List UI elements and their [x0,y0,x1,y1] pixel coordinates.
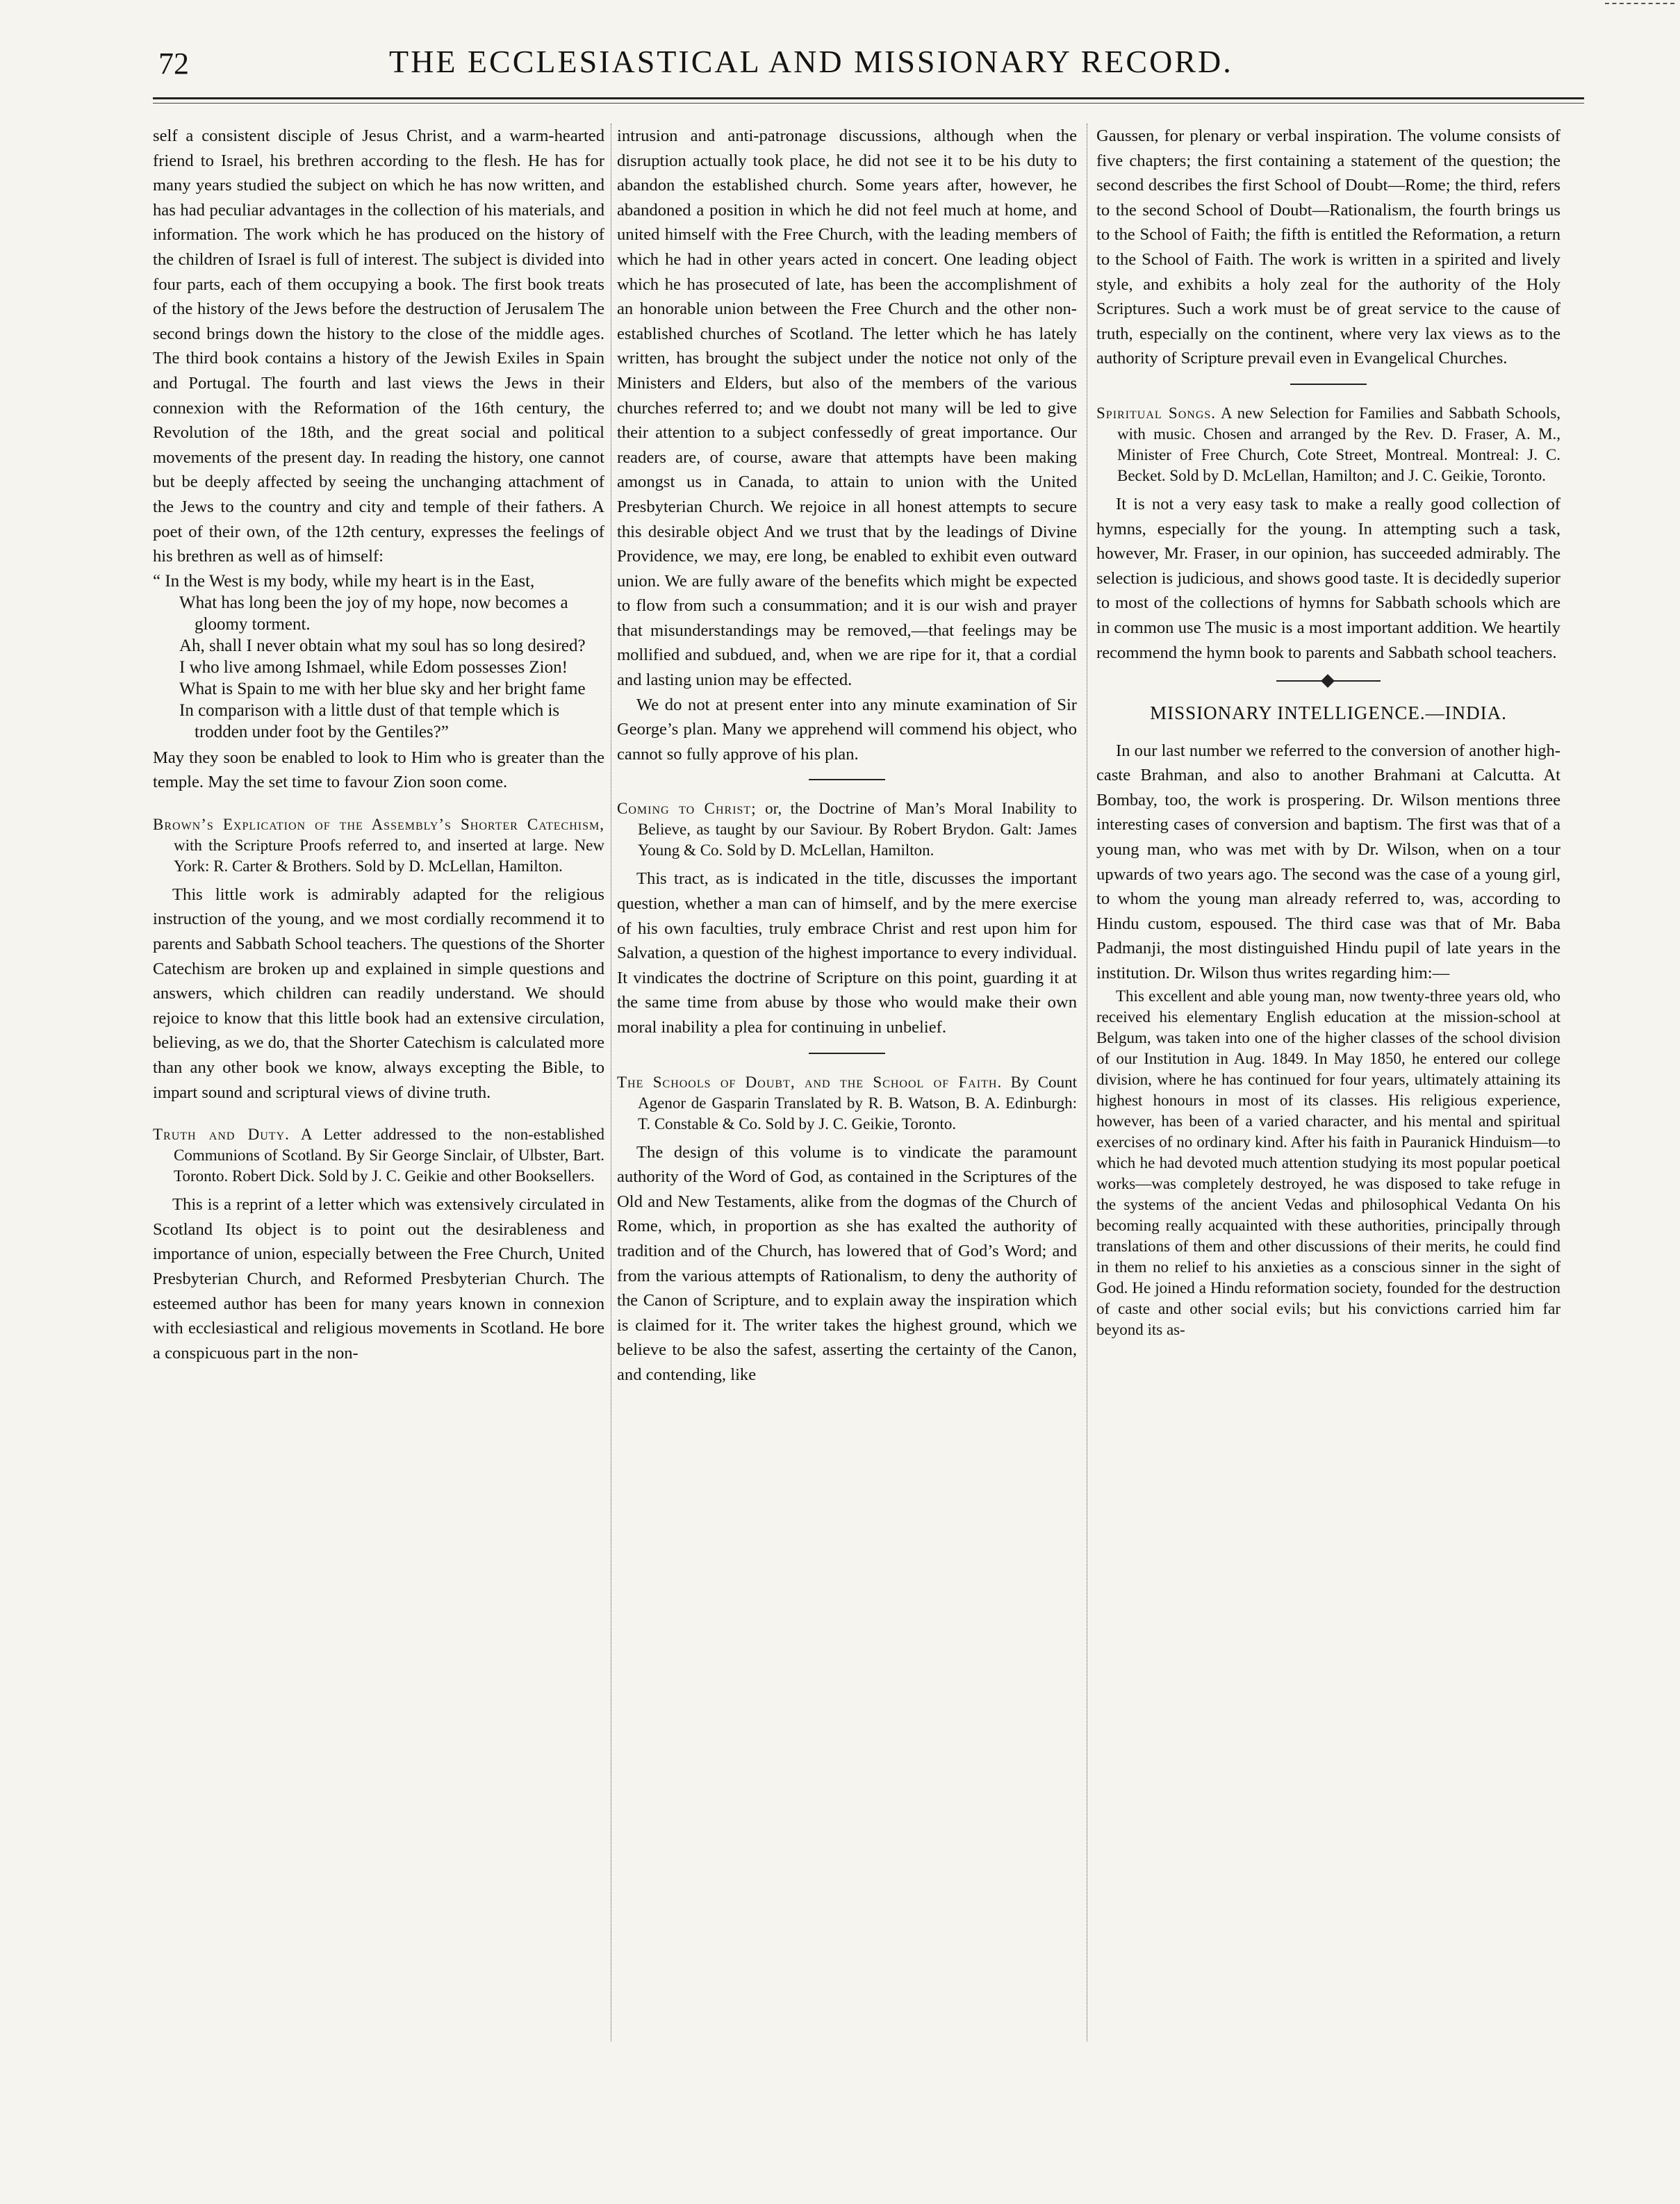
poem-line: “ In the West is my body, while my heart is in the East, [153,571,535,591]
review-heading [617,1072,1077,1135]
paragraph: This is a reprint of a letter which was extensively circulated in Scotland Its object is to point out the desirableness and importance of union, especially between the Free Church, United Presbyterian Church, and Reformed Presbyterian Church. The esteemed author has been for many years known in connexion with ecclesiastical and religious movements in Scotland. He bore a conspicuous part in the non- [153,1195,604,1363]
paragraph: The design of this volume is to vindicate the paramount authority of the Word of God, as contained in the Scriptures of the Old and New Testaments, alike from the dogmas of the Church of Rome, which, in proportion as she has exalted the authority of tradition and of the Church, has lowered that of God’s Word; and from the various attempts of Rationalism, to deny the authority of the Canon of Scripture, and to explain away the inspiration which is claimed for it. The writer takes the highest ground, which we believe to be also the safest, asserting the certainty of the Canon, and contending, like [617,1142,1077,1384]
section-rule [809,779,885,780]
running-title: THE ECCLESIASTICAL AND MISSIONARY RECORD. [389,44,1233,79]
review-heading [1096,403,1560,486]
review-title: Spiritual Songs. [1096,404,1217,422]
paragraph: intrusion and anti-patronage discussions, although when the disruption actually took place, he did not see it to be his duty to abandon the established church. Some years after, however, he abandoned a position in which he did not feel much at home, and united himself with the Free Church, with the leading members of which he had in other years acted in concert. One leading object which he has prosecuted of late, has been the accomplishment of an honorable union between the Free Church and the other non-established churches of Scotland. The letter which he has lately written, has brought the subject under the notice not only of the Ministers and Elders, but also of the members of the various churches referred to; and we doubt not many will be led to give their attention to a subject confessedly of great importance. Our readers are, of course, aware that attempts have been making amongst us in Canada, to attain to union with the United Presbyterian Church. We rejoice in all honest attempts to secure this desirable object And we trust that by the leadings of Divine Providence, we may, ere long, be enabled to exhibit even outward union. We are fully aware of the benefits which might be expected to flow from such a consummation; and it is our wish and prayer that misunderstandings may be removed,—that feelings may be mollified and subdued, and, when we are ripe for it, that a cordial and lasting union may be effected. [617,126,1077,690]
header-rule-thin [153,103,1584,104]
poem-line: What is Spain to me with her blue sky and her bright fame [179,679,586,698]
review-title: Truth and Duty. [153,1126,290,1144]
paragraph: This tract, as is indicated in the title, discusses the important question, whether a man can of himself, and by the mere exercise of his own faculties, truly embrace Christ and rest upon him for Salvation, a question of the highest importance to every individual. It vindicates the doctrine of Scripture on this point, guarding it at the same time from abuse by those who would make their own moral inability a plea for continuing in unbelief. [617,869,1077,1037]
review-title: The Schools of Doubt, and the School of Faith. [617,1073,1003,1091]
paragraph: We do not at present enter into any minute examination of Sir George’s plan. Many we apprehend will commend his object, who cannot so fully approve of his plan. [617,695,1077,764]
paragraph: In our last number we referred to the conversion of another high-caste Brahman, and also to another Brahmani at Calcutta. At Bombay, too, the work is prospering. Dr. Wilson mentions three interesting cases of conversion and baptism. The first was that of a young man, who was met with by Dr. Wilson, when on a tour upwards of two years ago. The second was the case of a young girl, to whom the young man already referred to, was, according to Hindu custom, espoused. The third case was that of Mr. Baba Padmanji, the most distinguished Hindu pupil of late years in the institution. Dr. Wilson thus writes regarding him:— [1096,741,1560,983]
review-details: A new Selection for Families and Sabbath Schools, with music. Chosen and arranged by the Rev. D. Fraser, A. M., Minister of Free Church, Cote Street, Montreal. Montreal: J. C. Becket. Sold by D. McLellan, Hamilton; and J. C. Geikie, Toronto. [1117,404,1561,484]
column-2 [617,124,1077,1388]
diamond-ornament-icon [1321,674,1335,688]
paragraph: Gaussen, for plenary or verbal inspiration. The volume consists of five chapters; the first containing a statement of the question; the second describes the first School of Doubt—Rome; the third, refers to the second School of Doubt—Rationalism, the fourth brings us to the School of Faith; the fifth is entitled the Reformation, a return to the School of Faith. The work is written in a spirited and lively style, and exhibits a holy zeal for the authority of the Holy Scriptures. Such a work must be of great service to the cause of truth, especially on the continent, where very lax views as to the authority of Scripture prevail even in Evangelical Churches. [1096,126,1560,368]
poem-line: I who live among Ishmael, while Edom possesses Zion! [179,657,568,677]
section-rule [1290,384,1367,385]
review-details: A Letter addressed to the non-established Communions of Scotland. By Sir George Sinclair, of Ulbster, Bart. Toronto. Robert Dick. Sold by J. C. Geikie and other Booksellers. [174,1126,605,1185]
review-title: Brown’s Explication of the Assembly’s Shorter Catechism, [153,815,604,833]
paragraph: It is not a very easy task to make a really good collection of hymns, especially for the young. In attempting such a task, however, Mr. Fraser, in our opinion, has succeeded admirably. The selection is judicious, and shows good taste. It is decidedly superior to most of the collections of hymns for Sabbath schools which are in common use The music is a most important addition. We heartily recommend the hymn book to parents and Sabbath school teachers. [1096,494,1560,662]
header-rule [153,97,1584,99]
paragraph: May they soon be enabled to look to Him who is greater than the temple. May the set time to favour Zion soon come. [153,748,604,792]
review-heading [153,814,604,877]
review-heading [153,1124,604,1187]
ornamental-rule [1276,680,1381,682]
review-details: with the Scripture Proofs referred to, and inserted at large. New York: R. Carter & Brothers. Sold by D. McLellan, Hamilton. [174,836,604,875]
review-title: Coming to Christ; [617,800,757,818]
review-details: or, the Doctrine of Man’s Moral Inability to Believe, as taught by our Saviour. By Robert Brydon. Galt: James Young & Co. Sold by D. McLellan, Hamilton. [638,800,1077,860]
column-1 [153,124,604,1365]
section-title: MISSIONARY INTELLIGENCE.—INDIA. [1150,702,1507,724]
paragraph: self a consistent disciple of Jesus Christ, and a warm-hearted friend to Israel, his brethren according to the flesh. He has for many years studied the subject on which he has now written, and has had peculiar advantages in the collection of his materials, and information. The work which he has produced on the history of the children of Israel is full of interest. The subject is divided into four parts, each of them occupying a book. The first book treats of the history of the Jews before the destruction of Jerusalem The second brings down the history to the close of the middle ages. The third book contains a history of the Jewish Exiles in Spain and Portugal. The fourth and last views the Jews in their connexion with the Reformation of the 16th century, the Revolution of the 18th, and the great social and political movements of the present day. In reading the history, one cannot but be deeply affected by seeing the unchanging attachment of the Jews to the country and city and temple of their fathers. A poet of their own, of the 12th century, expresses the feelings of his brethren as well as of himself: [153,126,604,566]
poem-line: Ah, shall I never obtain what my soul has so long desired? [179,636,586,655]
column-3 [1096,124,1560,1340]
review-details: By Count Agenor de Gasparin Translated by R. B. Watson, B. A. Edinburgh: T. Constable & Co. Sold by J. C. Geikie, Toronto. [638,1073,1077,1133]
poem-line: In comparison with a little dust of that temple which is trodden under foot by the Gentiles?” [179,700,560,741]
corner-rule [1605,3,1674,4]
quoted-letter: This excellent and able young man, now twenty-three years old, who received his elementary English education at the mission-school at Belgum, was taken into one of the higher classes of the school division of our Institution in Aug. 1849. In May 1850, he entered our college division, where he has continued for four years, ultimately attaining its highest honours in most of its classes. His religious experience, however, has been of a varied character, and his mental and spiritual exercises of no ordinary kind. After his faith in Pauranick Hinduism—to which he had devoted much attention studying its most popular poetical works—was completely destroyed, he was disposed to take refuge in the systems of the ancient Vedas and philosophical Vedanta On his becoming really acquainted with these authorities, principally through translations of them and other discussions of their merits, he could find in them no relief to his anxieties as a conscious sinner in the sight of God. He joined a Hindu reformation society, founded for the destruction of caste and other social evils; but his convictions carried him far beyond its as- [1096,987,1560,1338]
review-heading [617,798,1077,861]
poem-line: What has long been the joy of my hope, now becomes a gloomy torment. [179,593,568,634]
section-rule [809,1053,885,1054]
running-header [153,43,1320,85]
poem [153,570,604,743]
page-number: 72 [158,47,189,81]
paragraph: This little work is admirably adapted for the religious instruction of the young, and we most cordially recommend it to parents and Sabbath School teachers. The questions of the Shorter Catechism are broken up and explained in simple questions and answers, which children can readily understand. We should rejoice to know that this little book had an extensive circulation, believing, as we do, that the Shorter Catechism is calculated more than any other book we know, always excepting the Bible, to impart sound and scriptural views of divine truth. [153,885,604,1102]
